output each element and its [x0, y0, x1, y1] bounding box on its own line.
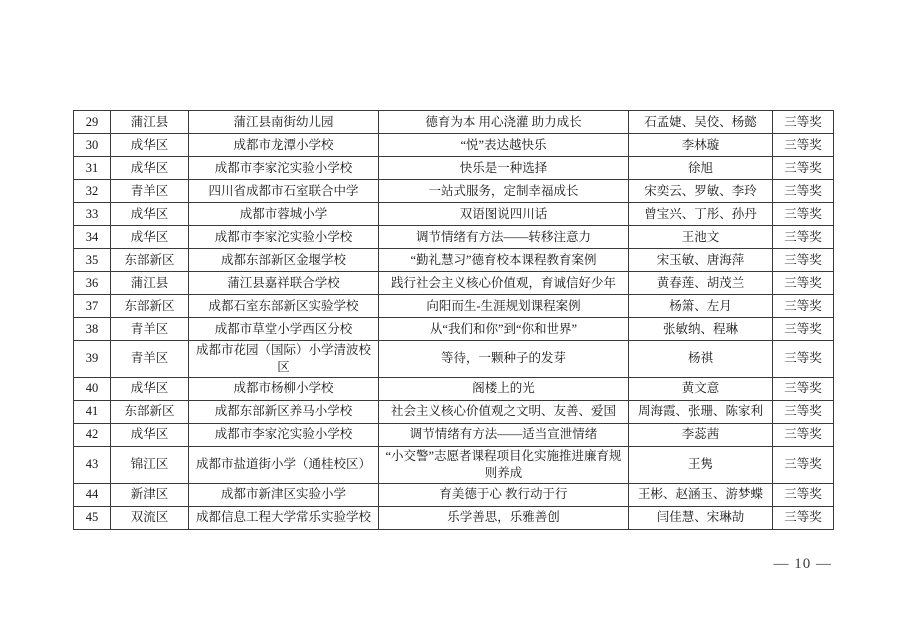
cell-course-title: 等待，一颗种子的发芽	[379, 341, 629, 378]
table-row	[74, 134, 834, 157]
cell-award-level: 三等奖	[773, 295, 834, 318]
cell-award-level: 三等奖	[773, 446, 834, 483]
cell-award-level: 三等奖	[773, 111, 834, 134]
award-results-table	[73, 110, 834, 530]
cell-school-name: 成都东部新区金堰学校	[189, 249, 379, 272]
cell-course-title: 乐学善思，乐雅善创	[379, 506, 629, 529]
cell-district: 东部新区	[111, 295, 189, 318]
cell-school-name: 成都市新津区实验小学	[189, 483, 379, 506]
cell-district: 东部新区	[111, 249, 189, 272]
cell-course-title: 向阳而生-生涯规划课程案例	[379, 295, 629, 318]
cell-row-number: 35	[74, 249, 111, 272]
table-row	[74, 203, 834, 226]
cell-award-level: 三等奖	[773, 134, 834, 157]
cell-course-title: 快乐是一种选择	[379, 157, 629, 180]
cell-district: 新津区	[111, 483, 189, 506]
cell-row-number: 31	[74, 157, 111, 180]
cell-author-names: 王池文	[629, 226, 773, 249]
cell-author-names: 曾宝兴、丁彤、孙丹	[629, 203, 773, 226]
cell-award-level: 三等奖	[773, 400, 834, 423]
cell-row-number: 39	[74, 341, 111, 378]
cell-award-level: 三等奖	[773, 483, 834, 506]
cell-award-level: 三等奖	[773, 249, 834, 272]
cell-row-number: 42	[74, 423, 111, 446]
cell-author-names: 张敏纳、程琳	[629, 318, 773, 341]
table-row	[74, 377, 834, 400]
cell-district: 成华区	[111, 203, 189, 226]
cell-course-title: 调节情绪有方法——转移注意力	[379, 226, 629, 249]
cell-row-number: 38	[74, 318, 111, 341]
cell-school-name: 蒲江县嘉祥联合学校	[189, 272, 379, 295]
table-row	[74, 249, 834, 272]
cell-school-name: 成都市李家沱实验小学校	[189, 423, 379, 446]
award-table-body	[74, 111, 834, 530]
cell-row-number: 41	[74, 400, 111, 423]
cell-row-number: 29	[74, 111, 111, 134]
cell-author-names: 周海霞、张珊、陈家利	[629, 400, 773, 423]
cell-author-names: 黄春莲、胡茂兰	[629, 272, 773, 295]
table-row	[74, 295, 834, 318]
cell-school-name: 成都市李家沱实验小学校	[189, 226, 379, 249]
cell-district: 蒲江县	[111, 272, 189, 295]
cell-author-names: 黄文意	[629, 377, 773, 400]
cell-author-names: 李林璇	[629, 134, 773, 157]
cell-course-title: 从“我们和你”到“你和世界”	[379, 318, 629, 341]
cell-course-title: “勤礼慧习”德育校本课程教育案例	[379, 249, 629, 272]
cell-row-number: 34	[74, 226, 111, 249]
cell-author-names: 徐旭	[629, 157, 773, 180]
table-row	[74, 506, 834, 529]
cell-course-title: “小交警”志愿者课程项目化实施推进廉育规则养成	[379, 446, 629, 483]
cell-district: 成华区	[111, 226, 189, 249]
cell-award-level: 三等奖	[773, 226, 834, 249]
cell-school-name: 成都信息工程大学常乐实验学校	[189, 506, 379, 529]
cell-school-name: 成都市花园（国际）小学清波校区	[189, 341, 379, 378]
table-row	[74, 423, 834, 446]
cell-district: 青羊区	[111, 318, 189, 341]
cell-author-names: 石孟婕、吴佼、杨懿	[629, 111, 773, 134]
cell-course-title: “悦”表达越快乐	[379, 134, 629, 157]
table-row	[74, 272, 834, 295]
cell-award-level: 三等奖	[773, 506, 834, 529]
cell-school-name: 成都东部新区养马小学校	[189, 400, 379, 423]
cell-district: 青羊区	[111, 341, 189, 378]
cell-author-names: 宋玉敏、唐海萍	[629, 249, 773, 272]
cell-district: 成华区	[111, 423, 189, 446]
cell-author-names: 闫佳慧、宋琳劼	[629, 506, 773, 529]
cell-district: 蒲江县	[111, 111, 189, 134]
cell-award-level: 三等奖	[773, 423, 834, 446]
cell-author-names: 王彬、赵涵玉、游梦蝶	[629, 483, 773, 506]
table-row	[74, 318, 834, 341]
cell-school-name: 成都市草堂小学西区分校	[189, 318, 379, 341]
cell-author-names: 杨祺	[629, 341, 773, 378]
cell-award-level: 三等奖	[773, 180, 834, 203]
cell-author-names: 杨箫、左月	[629, 295, 773, 318]
cell-award-level: 三等奖	[773, 203, 834, 226]
cell-row-number: 37	[74, 295, 111, 318]
cell-row-number: 40	[74, 377, 111, 400]
table-row	[74, 400, 834, 423]
cell-district: 成华区	[111, 377, 189, 400]
cell-author-names: 李蕊茜	[629, 423, 773, 446]
cell-award-level: 三等奖	[773, 157, 834, 180]
cell-course-title: 德育为本 用心浇灌 助力成长	[379, 111, 629, 134]
cell-school-name: 四川省成都市石室联合中学	[189, 180, 379, 203]
cell-award-level: 三等奖	[773, 341, 834, 378]
cell-course-title: 一站式服务，定制幸福成长	[379, 180, 629, 203]
cell-district: 成华区	[111, 134, 189, 157]
table-row	[74, 111, 834, 134]
cell-course-title: 社会主义核心价值观之文明、友善、爱国	[379, 400, 629, 423]
cell-row-number: 45	[74, 506, 111, 529]
cell-school-name: 成都市蓉城小学	[189, 203, 379, 226]
cell-school-name: 成都石室东部新区实验学校	[189, 295, 379, 318]
cell-author-names: 王隽	[629, 446, 773, 483]
cell-school-name: 蒲江县南街幼儿园	[189, 111, 379, 134]
cell-course-title: 践行社会主义核心价值观，育诚信好少年	[379, 272, 629, 295]
cell-district: 锦江区	[111, 446, 189, 483]
cell-school-name: 成都市龙潭小学校	[189, 134, 379, 157]
cell-school-name: 成都市李家沱实验小学校	[189, 157, 379, 180]
cell-course-title: 调节情绪有方法——适当宣泄情绪	[379, 423, 629, 446]
cell-district: 东部新区	[111, 400, 189, 423]
cell-row-number: 36	[74, 272, 111, 295]
cell-row-number: 44	[74, 483, 111, 506]
cell-award-level: 三等奖	[773, 377, 834, 400]
table-row	[74, 180, 834, 203]
cell-row-number: 30	[74, 134, 111, 157]
table-row	[74, 483, 834, 506]
cell-school-name: 成都市杨柳小学校	[189, 377, 379, 400]
table-row	[74, 157, 834, 180]
table-row	[74, 341, 834, 378]
table-row	[74, 226, 834, 249]
cell-district: 双流区	[111, 506, 189, 529]
table-row	[74, 446, 834, 483]
cell-author-names: 宋奕云、罗敏、李玲	[629, 180, 773, 203]
cell-award-level: 三等奖	[773, 272, 834, 295]
cell-row-number: 43	[74, 446, 111, 483]
cell-row-number: 32	[74, 180, 111, 203]
page-number: — 10 —	[773, 556, 832, 572]
cell-school-name: 成都市盐道街小学（通桂校区）	[189, 446, 379, 483]
cell-course-title: 双语图说四川话	[379, 203, 629, 226]
cell-district: 成华区	[111, 157, 189, 180]
cell-course-title: 育美德于心 教行动于行	[379, 483, 629, 506]
cell-award-level: 三等奖	[773, 318, 834, 341]
cell-course-title: 阁楼上的光	[379, 377, 629, 400]
cell-district: 青羊区	[111, 180, 189, 203]
cell-row-number: 33	[74, 203, 111, 226]
